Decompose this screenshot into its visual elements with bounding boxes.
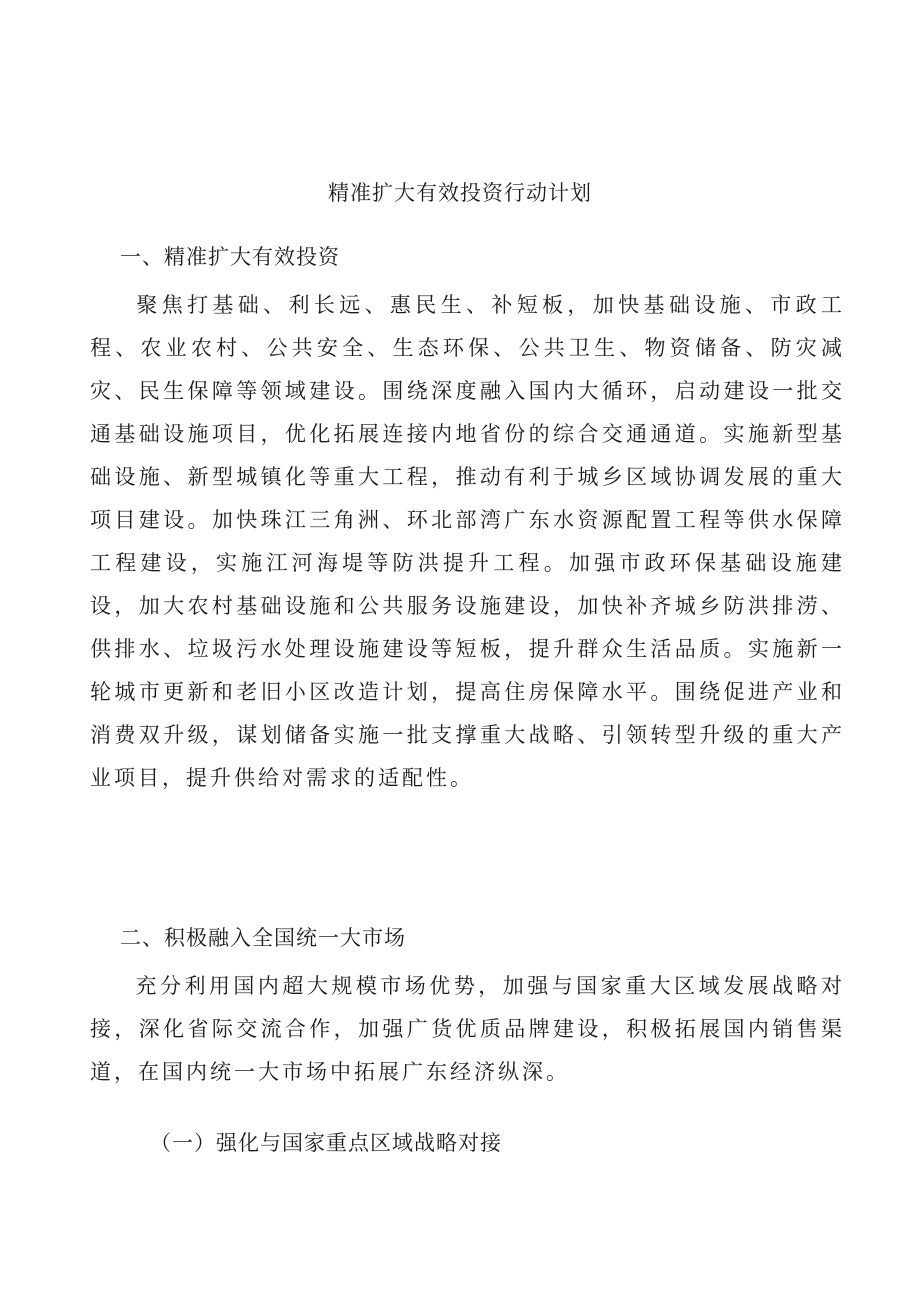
paragraph-text: 充分利用国内超大规模市场优势，加强与国家重大区域发展战略对接，深化省际交流合作，加强广货优质品牌建设，积极拓展国内销售渠道，在国内统一大市场中拓展广东经济纵深。: [90, 974, 845, 1084]
paragraph-text: 聚焦打基础、利长远、惠民生、补短板，加快基础设施、市政工程、农业农村、公共安全、生态环保、公共卫生、物资储备、防灾减灾、民生保障等领域建设。围绕深度融入国内大循环，启动建设一批交通基础设施项目，优化拓展连接内地省份的综合交通通道。实施新型基础设施、新型城镇化等重大工程，推动有利于城乡区域协调发展的重大项目建设。加快珠江三角洲、环北部湾广东水资源配置工程等供水保障工程建设，实施江河海堤等防洪提升工程。加强市政环保基础设施建设，加大农村基础设施和公共服务设施建设，加快补齐城乡防洪排涝、供排水、垃圾污水处理设施建设等短板，提升群众生活品质。实施新一轮城市更新和老旧小区改造计划，提高住房保障水平。围绕促进产业和消费双升级，谋划储备实施一批支撑重大战略、引领转型升级的重大产业项目，提升供给对需求的适配性。: [90, 293, 845, 790]
document-title: 精准扩大有效投资行动计划: [328, 181, 592, 205]
subsection-heading: （一）强化与国家重点区域战略对接: [150, 1131, 502, 1155]
section-heading-2: 二、积极融入全国统一大市场: [120, 926, 406, 950]
section-paragraph-1: [90, 284, 845, 800]
section-paragraph-2: [90, 965, 845, 1094]
section-heading-1: 一、精准扩大有效投资: [120, 245, 340, 269]
